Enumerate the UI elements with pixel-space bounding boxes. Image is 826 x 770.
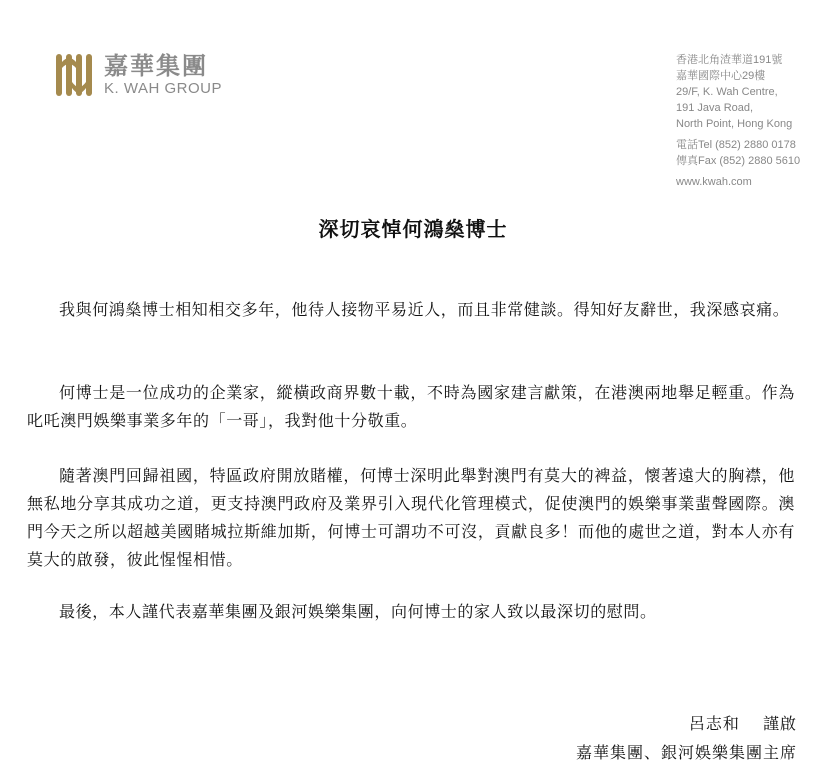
telephone: 電話Tel (852) 2880 0178 [676, 139, 796, 151]
paragraph-4: 最後，本人謹代表嘉華集團及銀河娛樂集團，向何博士的家人致以最深切的慰問。 [59, 602, 657, 621]
signature-title: 嘉華集團、銀河娛樂集團主席 [575, 743, 797, 762]
paragraph-1: 我與何鴻燊博士相知相交多年，他待人接物平易近人，而且非常健談。得知好友辭世，我深感哀痛。 [59, 300, 790, 319]
paragraph-2: 何博士是一位成功的企業家，縱橫政商界數十載，不時為國家建言獻策，在港澳兩地舉足輕重。作為叱吒澳門娛樂事業多年的「一哥」，我對他十分敬重。 [27, 383, 795, 430]
address-line: 香港北角渣華道191號 [676, 54, 783, 66]
company-logo [54, 52, 222, 98]
address-line: North Point, Hong Kong [676, 118, 793, 130]
fax: 傳真Fax (852) 2880 5610 [676, 155, 801, 167]
signature-name: 呂志和 謹啟 [688, 714, 797, 733]
company-address-block [676, 52, 800, 190]
k-wah-logo-icon [54, 52, 98, 98]
document-title: 深切哀悼何鴻燊博士 [318, 217, 508, 241]
address-line: 191 Java Road, [676, 102, 754, 114]
logo-chinese-name: 嘉華集團 [104, 52, 208, 80]
address-line: 嘉華國際中心29樓 [676, 70, 766, 82]
paragraph-3: 隨著澳門回歸祖國，特區政府開放賭權，何博士深明此舉對澳門有莫大的裨益，懷著遠大的胸襟，他無私地分享其成功之道，更支持澳門政府及業界引入現代化管理模式，促使澳門的娛樂事業蜚聲國際。澳門今天之所以超越美國賭城拉斯維加斯，何博士可謂功不可沒，貢獻良多！而他的處世之道，對本人亦有莫大的啟發，彼此惺惺相惜。 [27, 466, 795, 569]
logo-english-name: K. WAH GROUP [104, 80, 222, 97]
address-line: 29/F, K. Wah Centre, [676, 86, 778, 98]
website-link[interactable]: www.kwah.com [676, 176, 752, 188]
